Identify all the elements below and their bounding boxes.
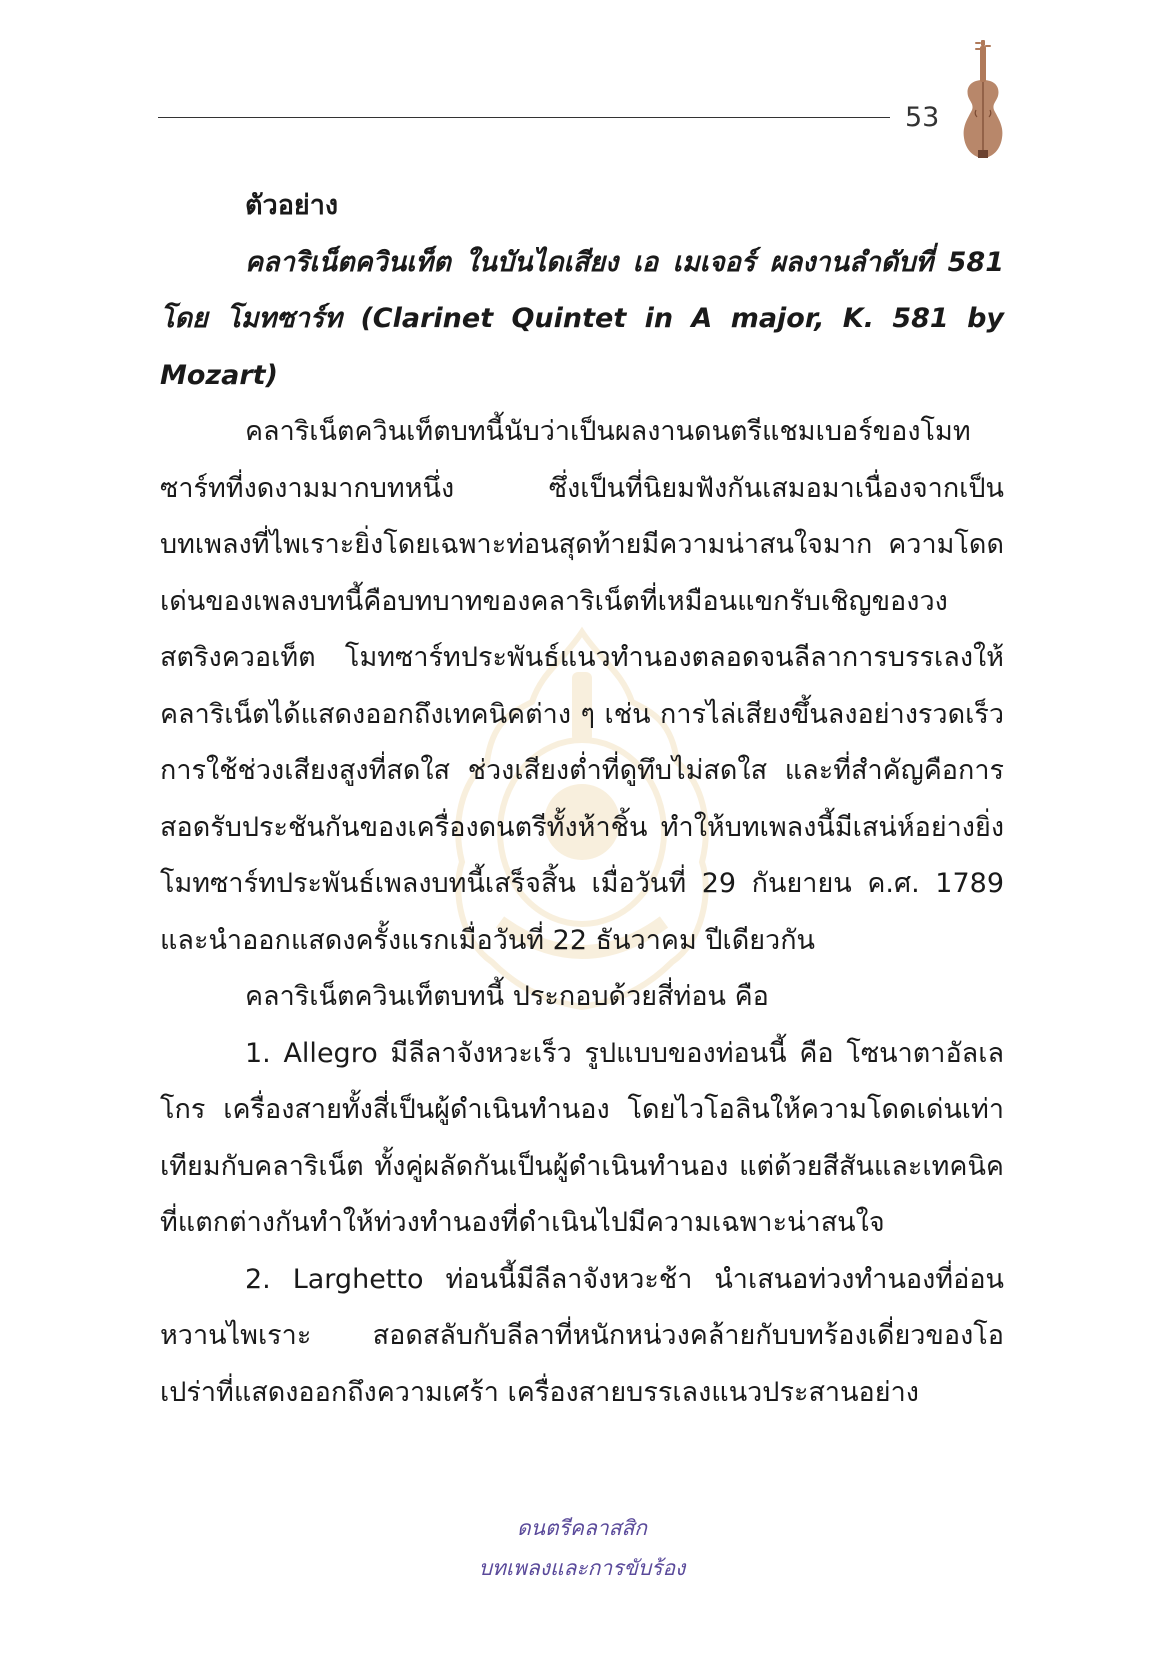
paragraph-movement-1: 1. Allegro มีลีลาจังหวะเร็ว รูปแบบของท่อนนี้ คือ โซนาตาอัลเลโกร เครื่องสายทั้งสี่เป็นผู้ดำเนินทำนอง โดยไวโอลินให้ความโดดเด่นเท่าเทียมกับคลาริเน็ต ทั้งคู่ผลัดกันเป็นผู้ดำเนินทำนอง แต่ด้วยสีสันและเทคนิคที่แตกต่างกันทำให้ท่วงทำนองที่ดำเนินไปมีความเฉพาะน่าสนใจ [160,1037,1004,1238]
violin-icon [958,38,1008,164]
footer-book-title: ดนตรีคลาสสิก [517,1516,647,1540]
work-title: คลาริเน็ตควินเท็ต ในบันไดเสียง เอ เมเจอร์ ผลงานลำดับที่ 581 โดย โมทซาร์ท (Clarinet Quintet in A major, K. 581 by Mozart) [160,246,1004,391]
paragraph-description: คลาริเน็ตควินเท็ตบทนี้นับว่าเป็นผลงานดนตรีแชมเบอร์ของโมทซาร์ทที่งดงามมากบทหนึ่ง ซึ่งเป็นที่นิยมฟังกันเสมอมาเนื่องจากเป็นบทเพลงที่ไพเราะยิ่งโดยเฉพาะท่อนสุดท้ายมีความน่าสนใจมาก ความโดดเด่นของเพลงบทนี้คือบทบาทของคลาริเน็ตที่เหมือนแขกรับเชิญของวงสตริงควอเท็ต โมทซาร์ทประพันธ์แนวทำนองตลอดจนลีลาการบรรเลงให้คลาริเน็ตได้แสดงออกถึงเทคนิคต่าง ๆ เช่น การไล่เสียงขึ้นลงอย่างรวดเร็ว การใช้ช่วงเสียงสูงที่สดใส ช่วงเสียงต่ำที่ดูทึบไม่สดใส และที่สำคัญคือการสอดรับประชันกันของเครื่องดนตรีทั้งห้าชิ้น ทำให้บทเพลงนี้มีเสน่ห์อย่างยิ่ง โมทซาร์ทประพันธ์เพลงบทนี้เสร็จสิ้น เมื่อวันที่ 29 กันยายน ค.ศ. 1789 และนำออกแสดงครั้งแรกเมื่อวันที่ 22 ธันวาคม ปีเดียวกัน [160,416,1004,956]
page-number: 53 [905,102,940,133]
footer-book-subtitle: บทเพลงและการขับร้อง [478,1556,686,1580]
paragraph-movement-2: 2. Larghetto ท่อนนี้มีลีลาจังหวะช้า นำเสนอท่วงทำนองที่อ่อนหวานไพเราะ สอดสลับกับลีลาที่หนักหน่วงคล้ายกับบทร้องเดี่ยวของโอเปร่าที่แสดงออกถึงความเศร้า เครื่องสายบรรเลงแนวประสานอย่าง [160,1263,1004,1408]
section-heading: ตัวอย่าง [245,190,339,221]
header-rule [158,117,890,118]
paragraph-movements-intro: คลาริเน็ตควินเท็ตบทนี้ ประกอบด้วยสี่ท่อน คือ [245,981,769,1012]
page-content [160,178,1004,1421]
